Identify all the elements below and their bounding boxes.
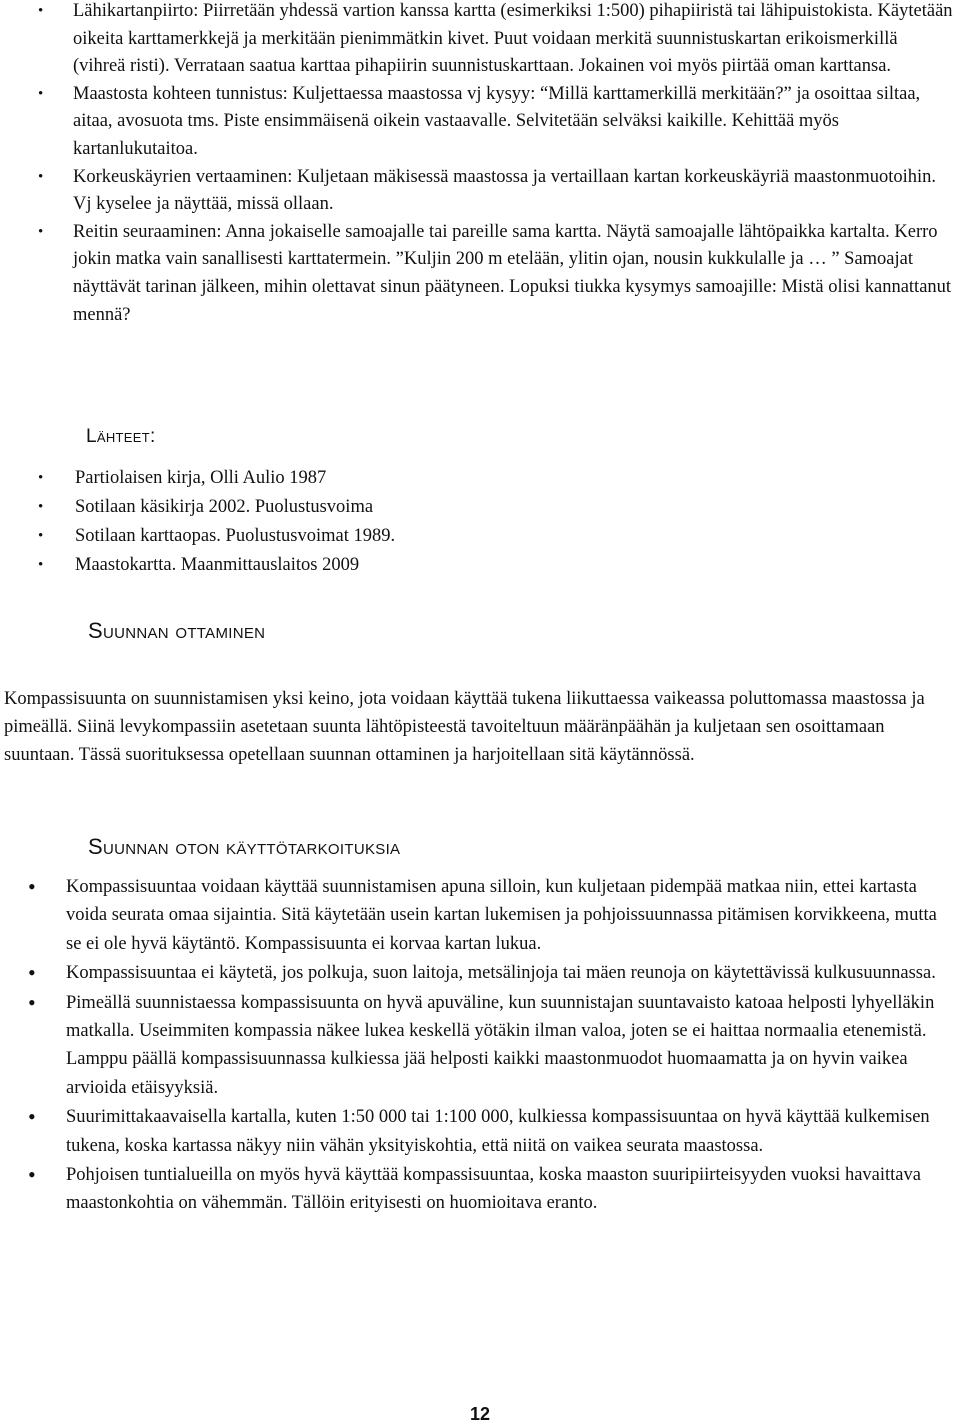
intro-activity-list [0,0,960,329]
bullet-icon: • [38,168,44,185]
bullet-icon: • [28,960,36,986]
list-item-text: Pohjoisen tuntialueilla on myös hyvä käyttää kompassisuuntaa, koska maaston suuripiirteisyyden vuoksi havaittava maastonkohtia on vähemmän. Tällöin erityisesti on huomioitava eranto. [66,1165,921,1214]
list-item [0,551,960,580]
list-item-text: Lähikartanpiirto: Piirretään yhdessä vartion kanssa kartta (esimerkiksi 1:500) pihapiiristä tai lähipuistokista. Käytetään oikeita karttamerkkejä ja merkitään pienimmätkin kivet. Puut voidaan merkitä suunnistuskartan erikoismerkillä (vihreä risti). Verrataan saatua karttaa pihapiirin suunnistuskarttaan. Jokainen voi myös piirtää oman karttansa. [73,1,953,77]
list-item [0,989,960,1103]
source-text: Sotilaan karttaopas. Puolustusvoimat 1989. [75,526,396,546]
list-item [0,0,960,81]
source-text: Partiolaisen kirja, Olli Aulio 1987 [75,468,327,488]
list-item [0,81,960,164]
bullet-icon: • [38,3,44,19]
list-item-text: Kompassisuuntaa voidaan käyttää suunnistamisen apuna silloin, kun kuljetaan pidempää matkaa niin, ettei kartasta voida seurata omaa sijaintia. Sitä käytetään usein kartan lukemisen ja pohjoissuunnassa pitämisen korvikkeena, mutta se ei ole hyvä käytäntö. Kompassisuunta ei korvaa kartan lukua. [66,877,937,954]
source-text: Maastokartta. Maanmittauslaitos 2009 [75,555,360,575]
list-item [0,464,960,493]
sources-list [0,464,960,580]
uses-list [0,873,960,1219]
bullet-icon: • [28,874,36,899]
section-paragraph: Kompassisuunta on suunnistamisen yksi keino, jota voidaan käyttää tukena liikuttaessa vaikeassa poluttomassa maastossa ja pimeällä. Siinä levykompassiin asetetaan suunta lähtöpisteestä tavoiteltuun määränpäähän ja kuljetaan sen osoittamaan suuntaan. Tässä suorituksessa opetellaan suunnan ottaminen ja harjoitellaan sitä käytännössä. [4,689,925,765]
list-item-text: Maastosta kohteen tunnistus: Kuljettaessa maastossa vj kysyy: “Millä karttamerkillä merkitään?” ja osoittaa siltaa, aitaa, avosuota tms. Piste ensimmäisenä oikein vastaavalle. Selvitetään selväksi kaikille. Kehittää myös kartanlukutaitoa. [73,83,921,159]
bullet-icon: • [28,989,36,1015]
list-item-text: Pimeällä suunnistaessa kompassisuunta on hyvä apuväline, kun suunnistajan suuntavaisto katoaa helposti lyhyelläkin matkalla. Useimmiten kompassia näkee lukea keskellä yötäkin ilman valoa, joten se ei haittaa normaalia etenemistä. Lamppu päällä kompassisuunnassa kulkiessa jää helposti kaikki maastonmuodot huomaamatta ja on hyvin vaikea arvioida etäisyyksiä. [66,992,935,1098]
bullet-icon: • [28,1162,36,1188]
list-item [0,219,960,329]
list-item-text: Suurimittakaavaisella kartalla, kuten 1:50 000 tai 1:100 000, kulkiessa kompassisuuntaa on hyvä käyttää kulkemisen tukena, koska kartassa näkyy niin vähän yksityiskohtia, että niitä on vaikea seurata maastossa. [66,1107,930,1156]
list-item-text: Kompassisuuntaa ei käytetä, jos polkuja, suon laitoja, metsälinjoja tai mäen reunoja on käytettävissä kulkusuunnassa. [66,963,936,984]
bullet-icon: • [38,85,44,102]
bullet-icon: • [38,223,44,240]
list-item [0,1161,960,1218]
list-item-text: Reitin seuraaminen: Anna jokaiselle samoajalle tai pareille sama kartta. Näytä samoajalle lähtöpaikka kartalta. Kerro jokin matka vain sanallisesti karttatermein. ”Kuljin 200 m etelään, ylitin ojan, nousin kukkulalle ja … ” Samoajat näyttävät tarinan jälkeen, mihin olettavat sinun päätyneen. Lopuksi tiukka kysymys samoajille: Mistä olisi kannattanut mennä? [73,221,952,325]
source-text: Sotilaan käsikirja 2002. Puolustusvoima [75,497,374,517]
section-heading-uses: Suunnan oton käyttötarkoituksia [88,834,401,859]
list-item [0,959,960,987]
bullet-icon: • [38,499,44,515]
bullet-icon: • [38,557,44,573]
list-item-text: Korkeuskäyrien vertaaminen: Kuljetaan mäkisessä maastossa ja vertaillaan kartan korkeuskäyriä maastonmuotoihin. Vj kyselee ja näyttää, missä ollaan. [73,166,937,215]
bullet-icon: • [28,1104,36,1130]
section-heading-direction: Suunnan ottaminen [88,618,266,643]
list-item [0,164,960,219]
list-item [0,493,960,522]
page-number: 12 [469,1404,491,1424]
list-item [0,522,960,551]
list-item [0,873,960,958]
bullet-icon: • [38,470,44,486]
list-item [0,1103,960,1160]
sources-heading: Lähteet: [86,426,156,447]
bullet-icon: • [38,528,44,544]
